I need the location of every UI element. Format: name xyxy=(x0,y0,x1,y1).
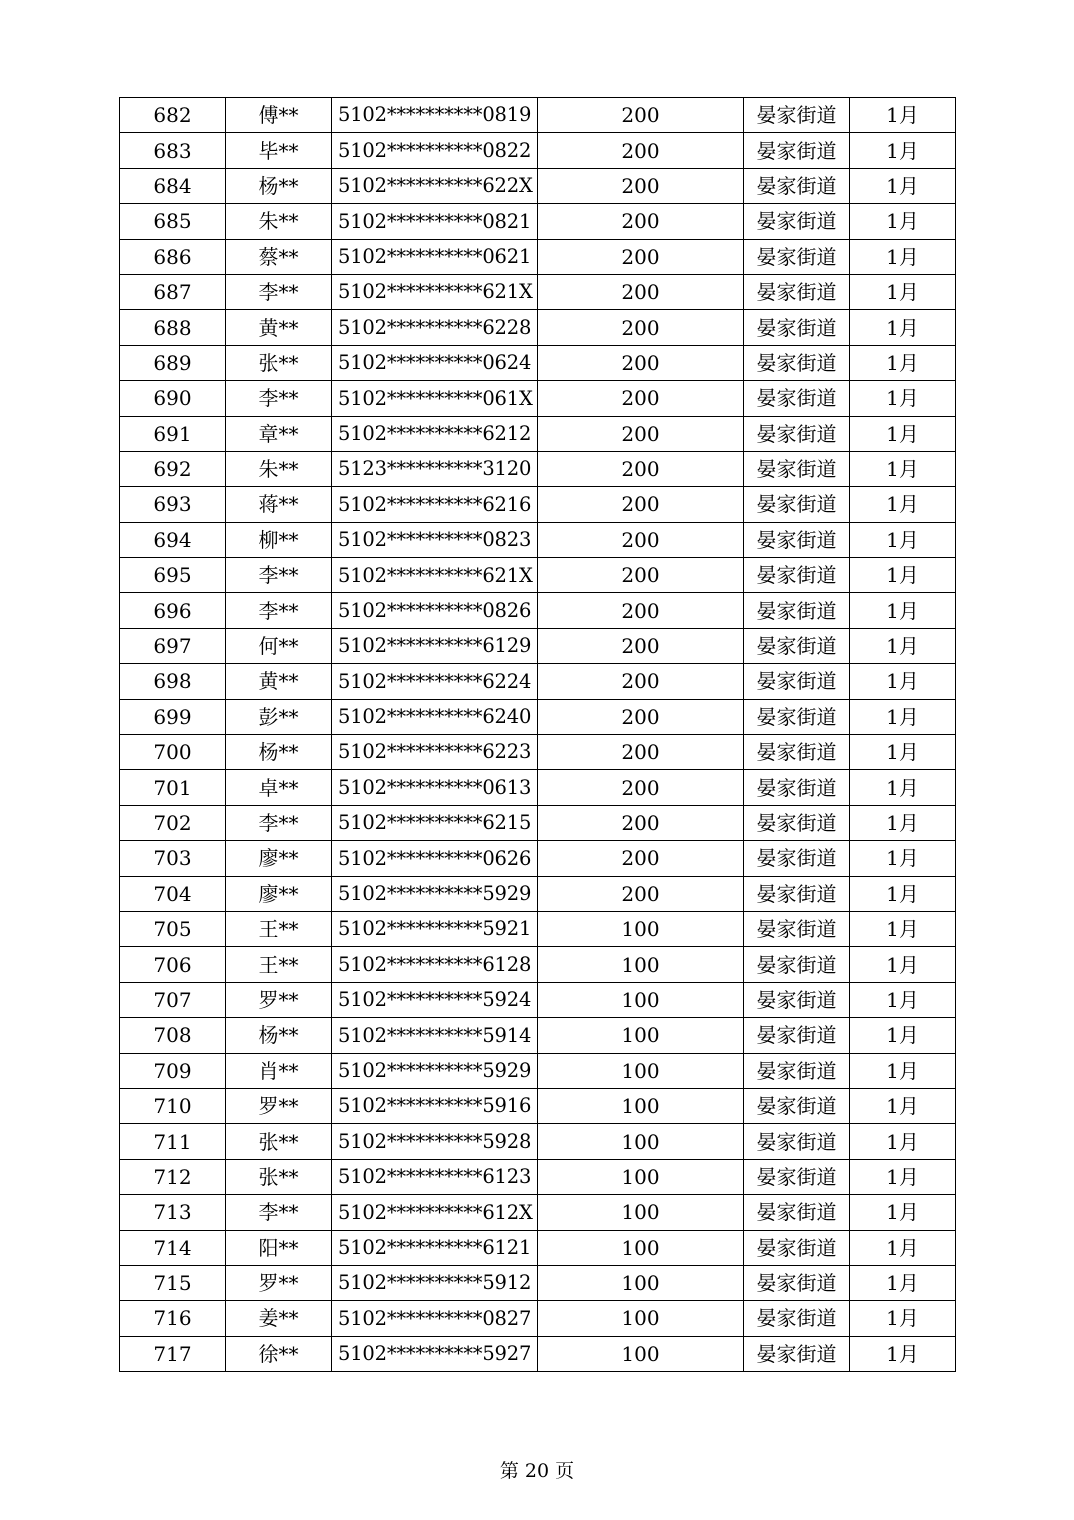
id-number-cell: 5102**********6223 xyxy=(332,735,538,770)
serial-number-cell: 685 xyxy=(120,204,226,239)
id-number-cell: 5102**********5928 xyxy=(332,1124,538,1159)
table-row xyxy=(120,770,956,805)
name-cell: 何** xyxy=(226,628,332,663)
serial-number-cell: 716 xyxy=(120,1301,226,1336)
table-row xyxy=(120,1265,956,1300)
serial-number-cell: 706 xyxy=(120,947,226,982)
street-cell: 晏家街道 xyxy=(744,416,850,451)
amount-cell: 200 xyxy=(538,451,744,486)
table-row xyxy=(120,239,956,274)
serial-number-cell: 705 xyxy=(120,911,226,946)
serial-number-cell: 683 xyxy=(120,133,226,168)
month-cell: 1月 xyxy=(850,345,956,380)
table-row xyxy=(120,593,956,628)
id-number-cell: 5102**********5927 xyxy=(332,1336,538,1371)
month-cell: 1月 xyxy=(850,735,956,770)
name-cell: 李** xyxy=(226,593,332,628)
month-cell: 1月 xyxy=(850,239,956,274)
street-cell: 晏家街道 xyxy=(744,345,850,380)
name-cell: 张** xyxy=(226,1124,332,1159)
amount-cell: 100 xyxy=(538,982,744,1017)
name-cell: 章** xyxy=(226,416,332,451)
id-number-cell: 5102**********6129 xyxy=(332,628,538,663)
id-number-cell: 5102**********0624 xyxy=(332,345,538,380)
table-row xyxy=(120,168,956,203)
name-cell: 李** xyxy=(226,274,332,309)
amount-cell: 200 xyxy=(538,841,744,876)
serial-number-cell: 717 xyxy=(120,1336,226,1371)
serial-number-cell: 713 xyxy=(120,1195,226,1230)
id-number-cell: 5102**********0613 xyxy=(332,770,538,805)
id-number-cell: 5102**********5912 xyxy=(332,1265,538,1300)
amount-cell: 200 xyxy=(538,239,744,274)
amount-cell: 100 xyxy=(538,1018,744,1053)
serial-number-cell: 703 xyxy=(120,841,226,876)
id-number-cell: 5123**********3120 xyxy=(332,451,538,486)
month-cell: 1月 xyxy=(850,274,956,309)
amount-cell: 200 xyxy=(538,204,744,239)
amount-cell: 100 xyxy=(538,1088,744,1123)
street-cell: 晏家街道 xyxy=(744,1053,850,1088)
street-cell: 晏家街道 xyxy=(744,1336,850,1371)
month-cell: 1月 xyxy=(850,699,956,734)
serial-number-cell: 707 xyxy=(120,982,226,1017)
table-row xyxy=(120,1195,956,1230)
table-row xyxy=(120,876,956,911)
amount-cell: 200 xyxy=(538,593,744,628)
serial-number-cell: 701 xyxy=(120,770,226,805)
serial-number-cell: 714 xyxy=(120,1230,226,1265)
street-cell: 晏家街道 xyxy=(744,1195,850,1230)
name-cell: 柳** xyxy=(226,522,332,557)
name-cell: 杨** xyxy=(226,735,332,770)
id-number-cell: 5102**********0819 xyxy=(332,98,538,133)
month-cell: 1月 xyxy=(850,133,956,168)
month-cell: 1月 xyxy=(850,98,956,133)
street-cell: 晏家街道 xyxy=(744,805,850,840)
name-cell: 杨** xyxy=(226,1018,332,1053)
id-number-cell: 5102**********0621 xyxy=(332,239,538,274)
table-row xyxy=(120,133,956,168)
month-cell: 1月 xyxy=(850,1230,956,1265)
street-cell: 晏家街道 xyxy=(744,593,850,628)
table-row xyxy=(120,841,956,876)
id-number-cell: 5102**********5921 xyxy=(332,911,538,946)
amount-cell: 200 xyxy=(538,98,744,133)
street-cell: 晏家街道 xyxy=(744,98,850,133)
month-cell: 1月 xyxy=(850,982,956,1017)
name-cell: 黄** xyxy=(226,310,332,345)
serial-number-cell: 702 xyxy=(120,805,226,840)
amount-cell: 200 xyxy=(538,133,744,168)
table-row xyxy=(120,204,956,239)
id-number-cell: 5102**********622X xyxy=(332,168,538,203)
table-row xyxy=(120,98,956,133)
name-cell: 黄** xyxy=(226,664,332,699)
id-number-cell: 5102**********5924 xyxy=(332,982,538,1017)
street-cell: 晏家街道 xyxy=(744,770,850,805)
table-row xyxy=(120,381,956,416)
amount-cell: 100 xyxy=(538,1230,744,1265)
serial-number-cell: 698 xyxy=(120,664,226,699)
id-number-cell: 5102**********5914 xyxy=(332,1018,538,1053)
table-row xyxy=(120,1053,956,1088)
table-row xyxy=(120,522,956,557)
street-cell: 晏家街道 xyxy=(744,1018,850,1053)
amount-cell: 200 xyxy=(538,628,744,663)
month-cell: 1月 xyxy=(850,593,956,628)
serial-number-cell: 692 xyxy=(120,451,226,486)
street-cell: 晏家街道 xyxy=(744,628,850,663)
data-table xyxy=(119,97,956,1372)
month-cell: 1月 xyxy=(850,1265,956,1300)
name-cell: 王** xyxy=(226,947,332,982)
id-number-cell: 5102**********0826 xyxy=(332,593,538,628)
serial-number-cell: 684 xyxy=(120,168,226,203)
month-cell: 1月 xyxy=(850,664,956,699)
month-cell: 1月 xyxy=(850,381,956,416)
name-cell: 朱** xyxy=(226,451,332,486)
id-number-cell: 5102**********5916 xyxy=(332,1088,538,1123)
amount-cell: 100 xyxy=(538,1124,744,1159)
table-row xyxy=(120,416,956,451)
page-number: 第 20 页 xyxy=(499,1460,575,1482)
amount-cell: 100 xyxy=(538,947,744,982)
serial-number-cell: 710 xyxy=(120,1088,226,1123)
street-cell: 晏家街道 xyxy=(744,982,850,1017)
street-cell: 晏家街道 xyxy=(744,558,850,593)
street-cell: 晏家街道 xyxy=(744,876,850,911)
name-cell: 毕** xyxy=(226,133,332,168)
table-row xyxy=(120,1230,956,1265)
month-cell: 1月 xyxy=(850,770,956,805)
name-cell: 张** xyxy=(226,1159,332,1194)
amount-cell: 200 xyxy=(538,522,744,557)
street-cell: 晏家街道 xyxy=(744,1230,850,1265)
serial-number-cell: 711 xyxy=(120,1124,226,1159)
id-number-cell: 5102**********0822 xyxy=(332,133,538,168)
month-cell: 1月 xyxy=(850,1053,956,1088)
month-cell: 1月 xyxy=(850,487,956,522)
id-number-cell: 5102**********0821 xyxy=(332,204,538,239)
name-cell: 姜** xyxy=(226,1301,332,1336)
id-number-cell: 5102**********621X xyxy=(332,558,538,593)
id-number-cell: 5102**********6224 xyxy=(332,664,538,699)
name-cell: 罗** xyxy=(226,1088,332,1123)
month-cell: 1月 xyxy=(850,805,956,840)
table-row xyxy=(120,947,956,982)
amount-cell: 200 xyxy=(538,274,744,309)
name-cell: 蒋** xyxy=(226,487,332,522)
name-cell: 卓** xyxy=(226,770,332,805)
street-cell: 晏家街道 xyxy=(744,911,850,946)
name-cell: 彭** xyxy=(226,699,332,734)
month-cell: 1月 xyxy=(850,204,956,239)
amount-cell: 200 xyxy=(538,381,744,416)
month-cell: 1月 xyxy=(850,1159,956,1194)
month-cell: 1月 xyxy=(850,1088,956,1123)
month-cell: 1月 xyxy=(850,947,956,982)
name-cell: 肖** xyxy=(226,1053,332,1088)
serial-number-cell: 690 xyxy=(120,381,226,416)
month-cell: 1月 xyxy=(850,168,956,203)
table-row xyxy=(120,628,956,663)
id-number-cell: 5102**********6128 xyxy=(332,947,538,982)
amount-cell: 200 xyxy=(538,876,744,911)
serial-number-cell: 691 xyxy=(120,416,226,451)
street-cell: 晏家街道 xyxy=(744,451,850,486)
street-cell: 晏家街道 xyxy=(744,239,850,274)
month-cell: 1月 xyxy=(850,1018,956,1053)
table-row xyxy=(120,345,956,380)
amount-cell: 200 xyxy=(538,664,744,699)
amount-cell: 100 xyxy=(538,1301,744,1336)
month-cell: 1月 xyxy=(850,841,956,876)
month-cell: 1月 xyxy=(850,451,956,486)
table-row xyxy=(120,310,956,345)
month-cell: 1月 xyxy=(850,876,956,911)
street-cell: 晏家街道 xyxy=(744,1124,850,1159)
amount-cell: 200 xyxy=(538,558,744,593)
id-number-cell: 5102**********621X xyxy=(332,274,538,309)
serial-number-cell: 686 xyxy=(120,239,226,274)
month-cell: 1月 xyxy=(850,1195,956,1230)
street-cell: 晏家街道 xyxy=(744,381,850,416)
amount-cell: 200 xyxy=(538,168,744,203)
serial-number-cell: 695 xyxy=(120,558,226,593)
id-number-cell: 5102**********0823 xyxy=(332,522,538,557)
serial-number-cell: 688 xyxy=(120,310,226,345)
amount-cell: 100 xyxy=(538,1265,744,1300)
name-cell: 蔡** xyxy=(226,239,332,274)
id-number-cell: 5102**********5929 xyxy=(332,876,538,911)
serial-number-cell: 687 xyxy=(120,274,226,309)
amount-cell: 200 xyxy=(538,345,744,380)
table-body xyxy=(120,98,956,1372)
amount-cell: 200 xyxy=(538,770,744,805)
street-cell: 晏家街道 xyxy=(744,947,850,982)
amount-cell: 100 xyxy=(538,1336,744,1371)
table-row xyxy=(120,1301,956,1336)
street-cell: 晏家街道 xyxy=(744,1265,850,1300)
serial-number-cell: 712 xyxy=(120,1159,226,1194)
id-number-cell: 5102**********6121 xyxy=(332,1230,538,1265)
name-cell: 罗** xyxy=(226,1265,332,1300)
street-cell: 晏家街道 xyxy=(744,735,850,770)
name-cell: 李** xyxy=(226,805,332,840)
name-cell: 罗** xyxy=(226,982,332,1017)
id-number-cell: 5102**********6215 xyxy=(332,805,538,840)
table-row xyxy=(120,1336,956,1371)
serial-number-cell: 693 xyxy=(120,487,226,522)
street-cell: 晏家街道 xyxy=(744,699,850,734)
serial-number-cell: 682 xyxy=(120,98,226,133)
street-cell: 晏家街道 xyxy=(744,841,850,876)
month-cell: 1月 xyxy=(850,522,956,557)
amount-cell: 100 xyxy=(538,1053,744,1088)
serial-number-cell: 697 xyxy=(120,628,226,663)
table-row xyxy=(120,664,956,699)
table-row xyxy=(120,558,956,593)
month-cell: 1月 xyxy=(850,1124,956,1159)
table-row xyxy=(120,911,956,946)
table-row xyxy=(120,1159,956,1194)
street-cell: 晏家街道 xyxy=(744,274,850,309)
name-cell: 廖** xyxy=(226,841,332,876)
serial-number-cell: 715 xyxy=(120,1265,226,1300)
amount-cell: 100 xyxy=(538,1159,744,1194)
table-row xyxy=(120,982,956,1017)
id-number-cell: 5102**********6212 xyxy=(332,416,538,451)
street-cell: 晏家街道 xyxy=(744,310,850,345)
month-cell: 1月 xyxy=(850,416,956,451)
serial-number-cell: 704 xyxy=(120,876,226,911)
month-cell: 1月 xyxy=(850,310,956,345)
serial-number-cell: 708 xyxy=(120,1018,226,1053)
month-cell: 1月 xyxy=(850,628,956,663)
name-cell: 杨** xyxy=(226,168,332,203)
amount-cell: 200 xyxy=(538,805,744,840)
serial-number-cell: 709 xyxy=(120,1053,226,1088)
amount-cell: 200 xyxy=(538,735,744,770)
table-row xyxy=(120,805,956,840)
name-cell: 朱** xyxy=(226,204,332,239)
table-row xyxy=(120,699,956,734)
table-row xyxy=(120,1018,956,1053)
id-number-cell: 5102**********5929 xyxy=(332,1053,538,1088)
serial-number-cell: 699 xyxy=(120,699,226,734)
serial-number-cell: 694 xyxy=(120,522,226,557)
street-cell: 晏家街道 xyxy=(744,1301,850,1336)
street-cell: 晏家街道 xyxy=(744,664,850,699)
name-cell: 李** xyxy=(226,558,332,593)
serial-number-cell: 696 xyxy=(120,593,226,628)
name-cell: 徐** xyxy=(226,1336,332,1371)
name-cell: 李** xyxy=(226,381,332,416)
month-cell: 1月 xyxy=(850,1336,956,1371)
street-cell: 晏家街道 xyxy=(744,133,850,168)
id-number-cell: 5102**********612X xyxy=(332,1195,538,1230)
street-cell: 晏家街道 xyxy=(744,1159,850,1194)
table-row xyxy=(120,274,956,309)
name-cell: 廖** xyxy=(226,876,332,911)
amount-cell: 100 xyxy=(538,1195,744,1230)
street-cell: 晏家街道 xyxy=(744,487,850,522)
amount-cell: 200 xyxy=(538,310,744,345)
street-cell: 晏家街道 xyxy=(744,1088,850,1123)
month-cell: 1月 xyxy=(850,558,956,593)
table-row xyxy=(120,451,956,486)
id-number-cell: 5102**********0626 xyxy=(332,841,538,876)
month-cell: 1月 xyxy=(850,1301,956,1336)
serial-number-cell: 700 xyxy=(120,735,226,770)
street-cell: 晏家街道 xyxy=(744,522,850,557)
amount-cell: 200 xyxy=(538,416,744,451)
amount-cell: 200 xyxy=(538,487,744,522)
id-number-cell: 5102**********6123 xyxy=(332,1159,538,1194)
table-row xyxy=(120,487,956,522)
id-number-cell: 5102**********6240 xyxy=(332,699,538,734)
table-row xyxy=(120,1124,956,1159)
id-number-cell: 5102**********6228 xyxy=(332,310,538,345)
id-number-cell: 5102**********6216 xyxy=(332,487,538,522)
name-cell: 傅** xyxy=(226,98,332,133)
name-cell: 阳** xyxy=(226,1230,332,1265)
street-cell: 晏家街道 xyxy=(744,168,850,203)
table-row xyxy=(120,1088,956,1123)
name-cell: 王** xyxy=(226,911,332,946)
street-cell: 晏家街道 xyxy=(744,204,850,239)
serial-number-cell: 689 xyxy=(120,345,226,380)
id-number-cell: 5102**********061X xyxy=(332,381,538,416)
month-cell: 1月 xyxy=(850,911,956,946)
id-number-cell: 5102**********0827 xyxy=(332,1301,538,1336)
name-cell: 张** xyxy=(226,345,332,380)
amount-cell: 100 xyxy=(538,911,744,946)
table-row xyxy=(120,735,956,770)
name-cell: 李** xyxy=(226,1195,332,1230)
amount-cell: 200 xyxy=(538,699,744,734)
